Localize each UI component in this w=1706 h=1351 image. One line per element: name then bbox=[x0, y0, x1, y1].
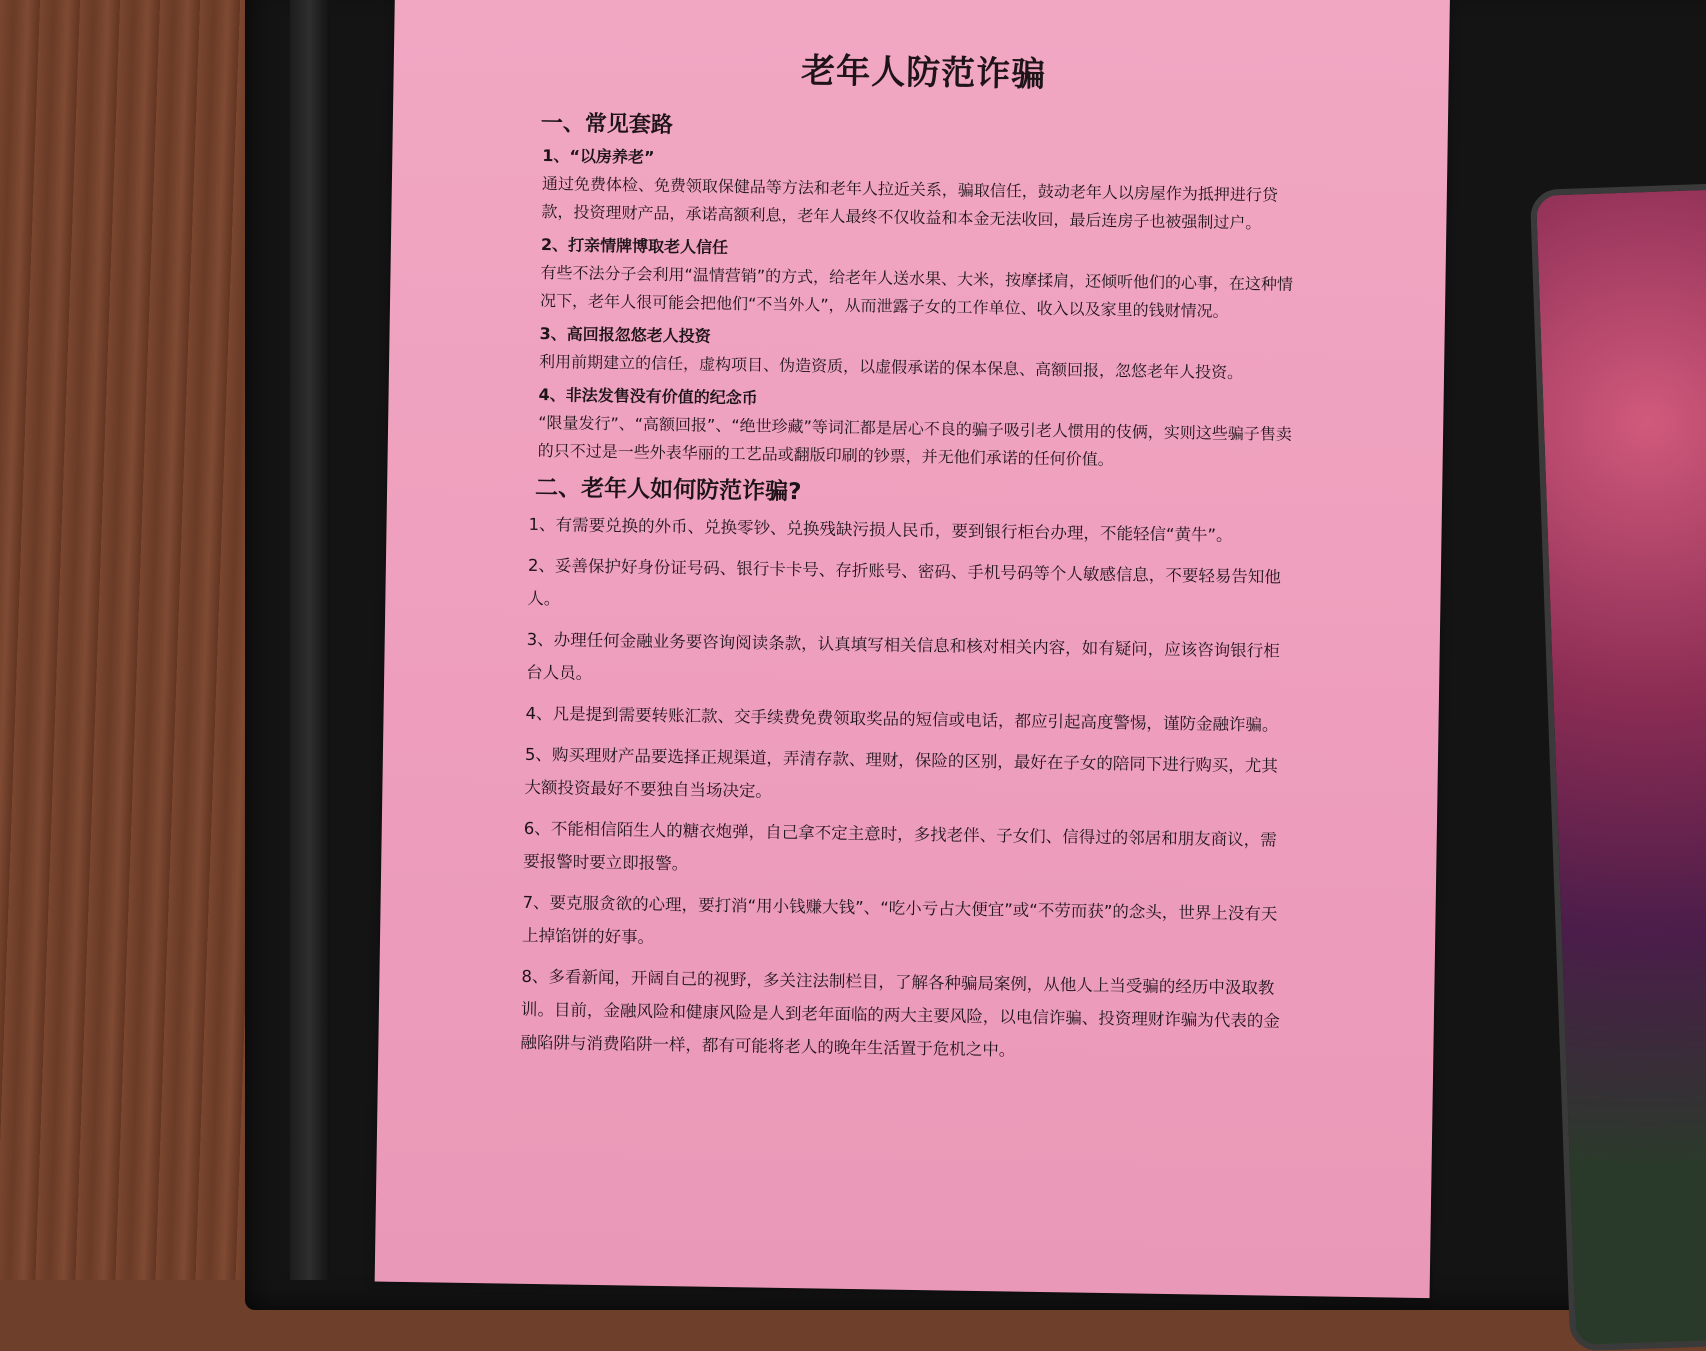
point-3: 3、办理任何金融业务要咨询阅读条款，认真填写相关信息和核对相关内容，如有疑问，应该咨询银行柜台人员。 bbox=[526, 629, 1280, 683]
item2-text: 有些不法分子会利用“温情营销”的方式，给老年人送水果、大米，按摩揉肩，还倾听他们的心事，在这种情况下，老年人很可能会把他们“不当外人”，从而泄露子女的工作单位、收入以及家里的钱财情况。 bbox=[539, 263, 1294, 321]
point-6: 6、不能相信陌生人的糖衣炮弹，自己拿不定主意时，多找老伴、子女们、信得过的邻居和朋友商议，需要报警时要立即报警。 bbox=[523, 818, 1277, 874]
item3-text: 利用前期建立的信任，虚构项目、伪造资质，以虚假承诺的保本保息、高额回报，忽悠老年人投资。 bbox=[538, 352, 1244, 383]
item1-text: 通过免费体检、免费领取保健品等方法和老年人拉近关系，骗取信任，鼓动老年人以房屋作为抵押进行贷款，投资理财产品，承诺高额利息，老年人最终不仅收益和本金无法收回，最后连房子也被强制过户。 bbox=[541, 174, 1278, 233]
point-1: 1、有需要兑换的外币、兑换零钞、兑换残缺污损人民币，要到银行柜台办理，不能轻信“黄牛”。 bbox=[528, 514, 1233, 545]
point-8: 8、多看新闻，开阔自己的视野，多关注法制栏目，了解各种骗局案例，从他人上当受骗的经历中汲取教训。目前，金融风险和健康风险是人到老年面临的两大主要风险，以电信诈骗、投资理财诈骗为代表的金融陷阱与消费陷阱一样，都有可能将老人的晚年生活置于危机之中。 bbox=[520, 966, 1280, 1060]
item4-text: “限量发行”、“高额回报”、“绝世珍藏”等词汇都是居心不良的骗子吸引老人惯用的伎俩，实则这些骗子售卖的只不过是一些外表华丽的工艺品或翻版印刷的钞票，并无他们承诺的任何价值。 bbox=[537, 413, 1292, 470]
item2-title: 2、打亲情牌博取老人信任 bbox=[540, 235, 729, 257]
document-title: 老年人防范诈骗 bbox=[800, 51, 1047, 95]
point-4: 4、凡是提到需要转账汇款、交手续费免费领取奖品的短信或电话，都应引起高度警惕，谨防金融诈骗。 bbox=[525, 703, 1279, 735]
point-7: 7、要克服贪欲的心理，要打消“用小钱赚大钱”、“吃小亏占大便宜”或“不劳而获”的念头，世界上没有天上掉馅饼的好事。 bbox=[521, 892, 1278, 947]
pink-paper-sheet bbox=[375, 0, 1450, 1298]
item3-title: 3、高回报忽悠老人投资 bbox=[539, 324, 711, 346]
point-2: 2、妥善保护好身份证号码、银行卡卡号、存折账号、密码、手机号码等个人敏感信息，不要轻易告知他人。 bbox=[527, 555, 1281, 609]
section1-heading: 一、常见套路 bbox=[540, 111, 674, 139]
section2-heading: 二、老年人如何防范诈骗? bbox=[534, 474, 802, 506]
folder-spine bbox=[290, 0, 330, 1280]
document-body bbox=[520, 39, 1304, 1079]
item1-title: 1、“以房养老” bbox=[542, 146, 655, 167]
item4-title: 4、非法发售没有价值的纪念币 bbox=[538, 385, 758, 408]
point-5: 5、购买理财产品要选择正规渠道，弄清存款、理财，保险的区别，最好在子女的陪同下进行购买，尤其大额投资最好不要独自当场决定。 bbox=[524, 744, 1279, 801]
